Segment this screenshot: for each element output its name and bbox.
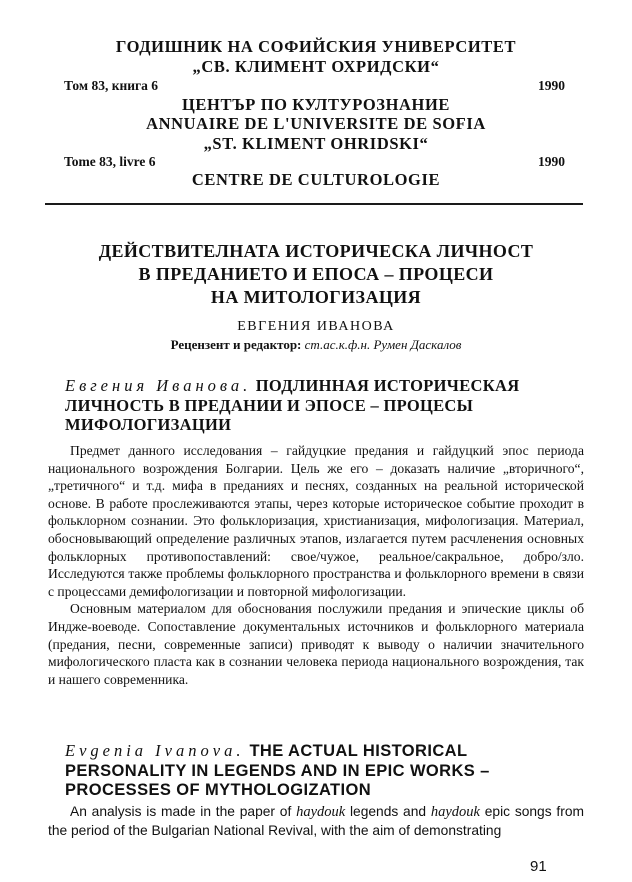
- university-name-fr: „ST. KLIMENT OHRIDSKI“: [203, 134, 429, 153]
- centre-name-fr: CENTRE DE CULTUROLOGIE: [191, 170, 441, 189]
- en-abstract-title-2: PERSONALITY IN LEGENDS AND IN EPIC WORKS –: [65, 761, 490, 780]
- journal-title-fr: ANNUAIRE DE L'UNIVERSITE DE SOFIA: [146, 114, 486, 133]
- ru-abstract-author: Евгения Иванова.: [65, 376, 252, 395]
- year-fr: 1990: [538, 154, 565, 169]
- year-bg: 1990: [538, 78, 565, 93]
- en-abstract-author: Evgenia Ivanova.: [65, 741, 245, 760]
- header-divider: [45, 203, 583, 205]
- en-italic-term: haydouk: [430, 804, 480, 820]
- article-title-line-3: НА МИТОЛОГИЗАЦИЯ: [210, 287, 422, 307]
- ru-abstract-heading: [65, 376, 585, 435]
- ru-abstract-paragraph-2: Основным материалом для обоснования послужили предания и эпические циклы об Индже-воеводе. Сопоставление документальных источников и фольклорного материала (предания, песни, современные записи) приводят к выводу о наличии значительного мифологического пласта как в сознании человека периода национального возрождения, так и нашего современника.: [48, 601, 584, 687]
- volume-fr: Tome 83, livre 6: [64, 154, 156, 169]
- article-title-line-2: В ПРЕДАНИЕТО И ЕПОСА – ПРОЦЕСИ: [138, 264, 494, 284]
- journal-title-bg: ГОДИШНИК НА СОФИЙСКИЯ УНИВЕРСИТЕТ: [115, 37, 517, 56]
- en-abstract-title-1: THE ACTUAL HISTORICAL: [249, 742, 468, 760]
- ru-abstract-title-1: ПОДЛИННАЯ ИСТОРИЧЕСКАЯ: [255, 376, 520, 395]
- ru-abstract-title-3: МИФОЛОГИЗАЦИИ: [65, 415, 232, 434]
- article-title-line-1: ДЕЙСТВИТЕЛНАТА ИСТОРИЧЕСКА ЛИЧНОСТ: [98, 241, 534, 261]
- reviewer-label: Рецензент и редактор:: [170, 337, 302, 352]
- centre-name-bg: ЦЕНТЪР ПО КУЛТУРОЗНАНИЕ: [181, 95, 451, 114]
- en-abstract-heading: [65, 741, 585, 801]
- en-italic-term: haydouk: [296, 804, 346, 820]
- article-author: ЕВГЕНИЯ ИВАНОВА: [237, 319, 395, 334]
- en-abstract-title-3: PROCESSES OF MYTHOLOGIZATION: [65, 781, 372, 799]
- ru-abstract-heading-line-1: [65, 376, 585, 396]
- ru-abstract-paragraph-1: Предмет данного исследования – гайдуцкие предания и гайдуцкий эпос периода национального возрождения Болгарии. Цель же его – доказать наличие „вторичного“, „третичного“ и т.д. мифа в преданиях и песнях, созданных на реальной исторической основе. В работе прослеживаются этапы, через которые историческое событие проходит в фольклорном сознании. Это фольклоризация, христианизация, мифологизация. Материал, обосновывающий определение различных этапов, излагается путем расчленения основных фольклорных противопоставлений: свое/чужое, реальное/сакральное, добро/зло. Исследуются также проблемы фольклорного пространства и фольклорного времени в связи с процессами демифологизации и повторной мифологизации.: [48, 443, 584, 599]
- volume-bg: Том 83, книга 6: [64, 78, 159, 93]
- ru-abstract-body: [48, 442, 584, 688]
- reviewer-line: [0, 337, 632, 353]
- en-text-segment: An analysis is made in the paper of: [70, 804, 297, 819]
- en-text-segment: epic songs from the period of the Bulgarian National Revival, with the aim of demonstrating: [48, 804, 584, 838]
- page-number: 91: [530, 858, 547, 875]
- ru-abstract-title-2: ЛИЧНОСТЬ В ПРЕДАНИИ И ЭПОСЕ – ПРОЦЕСЫ: [65, 395, 474, 415]
- reviewer-name: ст.ас.к.ф.н. Румен Даскалов: [304, 337, 462, 352]
- university-name-bg: „СВ. КЛИМЕНТ ОХРИДСКИ“: [192, 57, 440, 76]
- en-abstract-body: [48, 803, 584, 840]
- en-abstract-heading-line-1: [65, 741, 585, 762]
- en-text-segment: legends and: [345, 804, 431, 819]
- en-abstract-paragraph: [48, 803, 584, 840]
